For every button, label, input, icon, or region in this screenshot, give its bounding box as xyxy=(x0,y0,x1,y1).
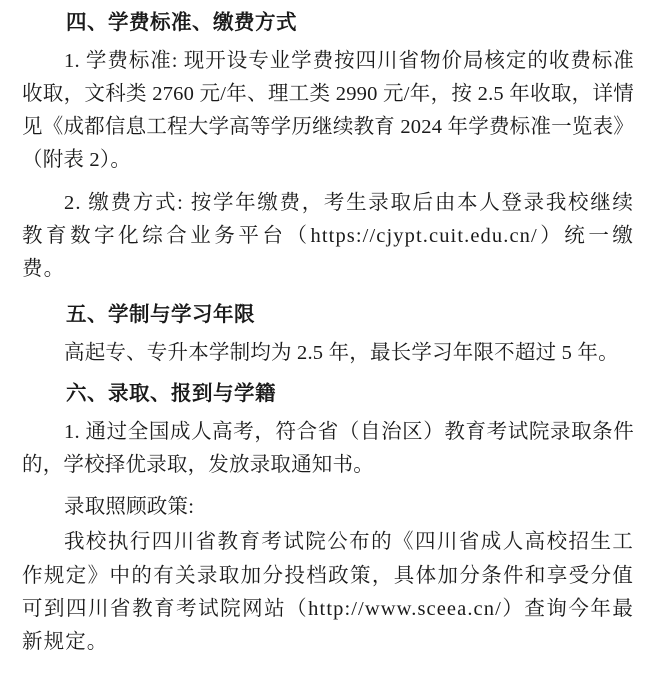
paragraph-tuition-standard: 1. 学费标准: 现开设专业学费按四川省物价局核定的收费标准收取，文科类 2760 元/年、理工类 2990 元/年，按 2.5 年收取，详情见《成都信息工程大学高等学历继续教育 2024 年学费标准一览表》（附表 2）。 xyxy=(22,49,634,172)
spacer xyxy=(22,288,634,300)
paragraph-payment-method: 2. 缴费方式: 按学年缴费，考生录取后由本人登录我校继续教育数字化综合业务平台（https://cjypt.cuit.edu.cn/）统一缴费。 xyxy=(22,191,634,280)
spacer xyxy=(22,484,634,491)
section-heading-six: 六、录取、报到与学籍 xyxy=(66,383,276,406)
paragraph-study-duration: 高起专、专升本学制均为 2.5 年，最长学习年限不超过 5 年。 xyxy=(64,341,619,364)
spacer xyxy=(22,180,634,187)
spacer xyxy=(22,372,634,379)
paragraph-care-policy-body: 我校执行四川省教育考试院公布的《四川省成人高校招生工作规定》中的有关录取加分投档政策，具体加分条件和享受分值可到四川省教育考试院网站（http://www.sceea.cn/）查询今年最新规定。 xyxy=(22,531,634,654)
section-heading-four: 四、学费标准、缴费方式 xyxy=(66,12,297,34)
section-heading-five: 五、学制与学习年限 xyxy=(66,304,255,327)
paragraph-care-policy-label: 录取照顾政策: xyxy=(64,496,195,519)
paragraph-admission-process: 1. 通过全国成人高考，符合省（自治区）教育考试院录取条件的，学校择优录取，发放录取通知书。 xyxy=(22,420,634,477)
